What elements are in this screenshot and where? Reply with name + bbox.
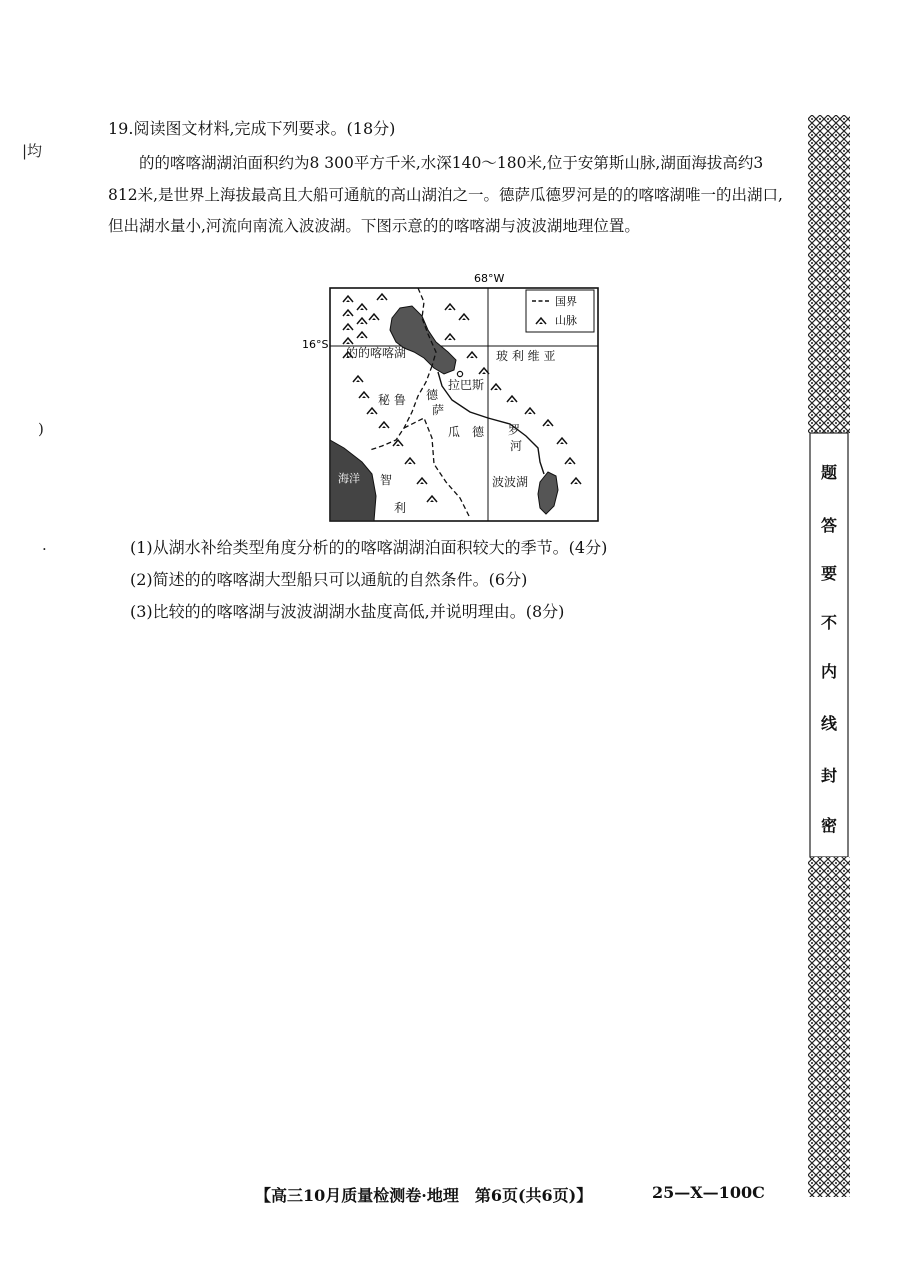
lattice-bottom bbox=[808, 857, 850, 1197]
seal-line-char: 封 bbox=[820, 766, 837, 785]
seal-line-char: 密 bbox=[820, 816, 837, 835]
la-paz-marker bbox=[457, 371, 462, 376]
margin-fragment: · bbox=[42, 540, 47, 558]
legend-border-label: 国界 bbox=[555, 295, 577, 308]
desaguadero-char: 河 bbox=[510, 439, 523, 453]
seal-line-char: 线 bbox=[820, 714, 837, 733]
desaguadero-char: 罗 bbox=[508, 423, 521, 437]
lake-location-map bbox=[300, 268, 600, 528]
bolivia-label: 玻 利 维 亚 bbox=[496, 349, 556, 363]
lake-titicaca-label: 的的喀喀湖 bbox=[346, 346, 407, 360]
exam-code: 25—X—100C bbox=[652, 1183, 765, 1202]
seal-line-box bbox=[810, 433, 848, 857]
peru-label: 秘 鲁 bbox=[378, 393, 406, 407]
lake-poopo-label: 波波湖 bbox=[492, 475, 529, 489]
desaguadero-char: 瓜 bbox=[448, 425, 461, 439]
page-footer: 【高三10月质量检测卷·地理 第6页(共6页)】 bbox=[255, 1186, 593, 1205]
desaguadero-char: 德 bbox=[426, 388, 439, 402]
seal-line-char: 题 bbox=[820, 463, 837, 482]
seal-line-char: 答 bbox=[820, 516, 837, 535]
lattice-top bbox=[808, 115, 850, 433]
longitude-label: 68°W bbox=[474, 272, 505, 285]
sub-question-2: (2)简述的的喀喀湖大型船只可以通航的自然条件。(6分) bbox=[130, 570, 528, 589]
sub-question-1: (1)从湖水补给类型角度分析的的喀喀湖湖泊面积较大的季节。(4分) bbox=[130, 538, 608, 557]
seal-line-char: 不 bbox=[820, 613, 837, 632]
chile-char: 利 bbox=[394, 501, 407, 515]
margin-fragment: ) bbox=[38, 420, 44, 438]
binding-margin-strip bbox=[808, 115, 850, 1197]
question-heading: 19.阅读图文材料,完成下列要求。(18分) bbox=[108, 119, 396, 138]
ocean-label: 海洋 bbox=[338, 472, 360, 485]
margin-fragment: |均 bbox=[22, 142, 43, 160]
la-paz-label: 拉巴斯 bbox=[448, 378, 485, 392]
seal-line-char: 内 bbox=[820, 662, 837, 681]
desaguadero-char: 德 bbox=[472, 425, 485, 439]
passage-text: 的的喀喀湖湖泊面积约为8 300平方千米,水深140～180米,位于安第斯山脉,湖面海拔高约3 812米,是世界上海拔最高且大船可通航的高山湖泊之一。德萨瓜德罗河是的的喀喀湖唯一的出湖口,但出湖水量小,河流向南流入波波湖。下图示意的的喀喀湖与波波湖地理位置。 bbox=[108, 154, 783, 235]
desaguadero-char: 萨 bbox=[432, 403, 445, 417]
seal-line-char: 要 bbox=[820, 564, 837, 583]
latitude-label: 16°S bbox=[302, 338, 329, 351]
question-passage bbox=[108, 148, 788, 243]
legend-mountain-label: 山脉 bbox=[555, 314, 577, 327]
chile-char: 智 bbox=[380, 473, 393, 487]
sub-question-3: (3)比较的的喀喀湖与波波湖湖水盐度高低,并说明理由。(8分) bbox=[130, 602, 565, 621]
